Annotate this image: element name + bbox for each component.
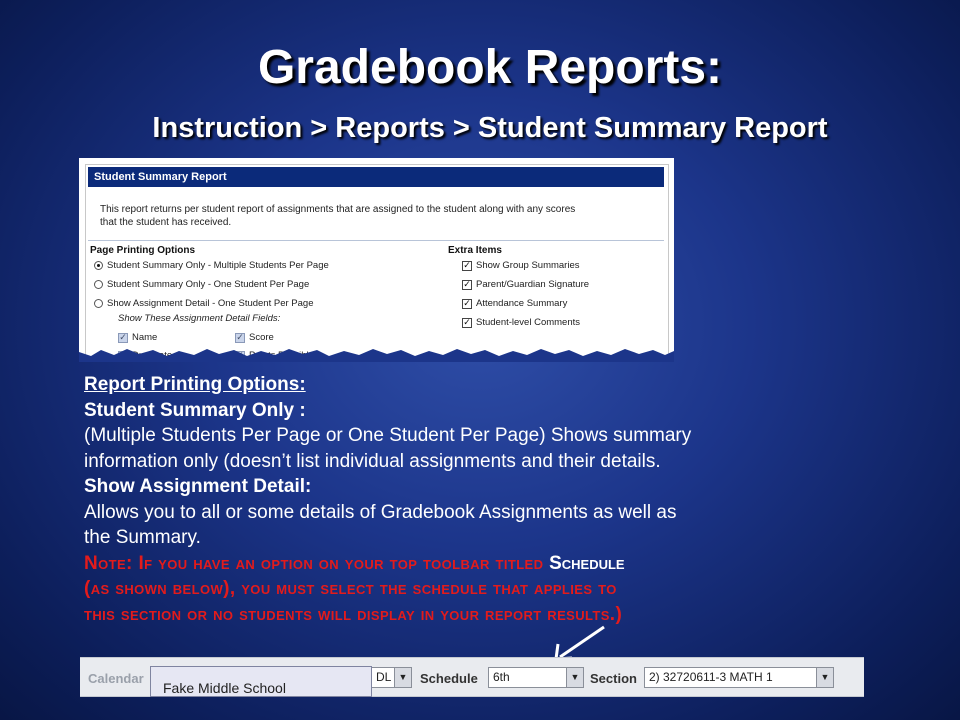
slide-subtitle: Instruction > Reports > Student Summary Report bbox=[152, 112, 828, 144]
checkbox[interactable]: ✓ bbox=[236, 332, 244, 342]
note-text: Note: If you have an option on your top toolbar titled bbox=[84, 552, 550, 574]
divider bbox=[88, 240, 664, 241]
checkbox[interactable]: ✓ bbox=[463, 260, 471, 270]
calendar-select-tail[interactable] bbox=[372, 667, 412, 688]
extra-parent-signature[interactable] bbox=[462, 279, 589, 290]
explanation-text bbox=[84, 372, 884, 627]
radio-button[interactable] bbox=[94, 261, 103, 270]
checkbox-label: Parent/Guardian Signature bbox=[476, 279, 590, 290]
radio-multiple-students[interactable] bbox=[94, 260, 329, 271]
report-screenshot-panel bbox=[79, 158, 674, 362]
radio-button[interactable] bbox=[94, 280, 103, 289]
checkbox[interactable]: ✓ bbox=[463, 298, 471, 308]
extra-attendance-summary[interactable] bbox=[462, 298, 567, 309]
detail-field-score[interactable] bbox=[235, 332, 274, 343]
radio-one-student[interactable] bbox=[94, 279, 309, 290]
section-select[interactable] bbox=[644, 667, 834, 688]
radio-label: Student Summary Only - Multiple Students Per Page bbox=[107, 260, 329, 271]
dropdown-arrow-icon[interactable]: ▼ bbox=[566, 668, 583, 687]
radio-label: Show Assignment Detail - One Student Per Page bbox=[107, 298, 314, 309]
radio-button[interactable] bbox=[94, 299, 103, 308]
calendar-school-select[interactable]: Fake Middle School bbox=[150, 666, 372, 697]
schedule-value: 6th bbox=[493, 670, 510, 684]
radio-label: Student Summary Only - One Student Per Page bbox=[107, 279, 310, 290]
note-schedule-word: Schedule bbox=[549, 552, 625, 574]
checkbox-label: Show Group Summaries bbox=[476, 260, 580, 271]
report-form bbox=[85, 164, 669, 360]
top-toolbar bbox=[80, 657, 864, 697]
checkbox-label: Student-level Comments bbox=[476, 317, 581, 328]
checkbox-label: Score bbox=[249, 332, 274, 343]
extra-student-comments[interactable] bbox=[462, 317, 580, 328]
checkbox[interactable]: ✓ bbox=[463, 317, 471, 327]
note-line: this section or no students will display in your report results.) bbox=[84, 603, 623, 625]
calendar-label: Calendar bbox=[88, 671, 144, 686]
schedule-label: Schedule bbox=[420, 671, 478, 686]
detail-field-name[interactable] bbox=[118, 332, 157, 343]
radio-assignment-detail[interactable] bbox=[94, 298, 313, 309]
section-value: 2) 32720611-3 MATH 1 bbox=[649, 670, 773, 684]
detail-fields-label: Show These Assignment Detail Fields: bbox=[118, 313, 281, 324]
note-line bbox=[84, 551, 884, 577]
detail-text-line: the Summary. bbox=[84, 527, 201, 548]
report-description bbox=[100, 203, 660, 229]
description-line: that the student has received. bbox=[100, 217, 232, 228]
report-printing-options-heading: Report Printing Options: bbox=[84, 374, 306, 395]
checkbox-label: Name bbox=[132, 332, 158, 343]
summary-only-label: Student Summary Only : bbox=[84, 399, 306, 421]
report-header: Student Summary Report bbox=[88, 167, 664, 187]
schedule-select[interactable] bbox=[488, 667, 584, 688]
page-printing-options-title: Page Printing Options bbox=[90, 245, 196, 256]
summary-text-line: (Multiple Students Per Page or One Student Per Page) Shows summary bbox=[84, 425, 692, 446]
slide-title: Gradebook Reports: bbox=[257, 41, 723, 94]
detail-text-line: Allows you to all or some details of Gradebook Assignments as well as bbox=[84, 501, 677, 523]
summary-text-line: information only (doesn’t list individual assignments and their details. bbox=[84, 450, 661, 472]
section-label: Section bbox=[590, 671, 637, 686]
note-line: (as shown below), you must select the schedule that applies to bbox=[84, 578, 617, 599]
calendar-value-tail: DL bbox=[376, 670, 392, 684]
torn-edge bbox=[79, 344, 674, 362]
description-line: This report returns per student report of assignments that are assigned to the student along with any scores bbox=[100, 204, 576, 215]
dropdown-arrow-icon[interactable]: ▼ bbox=[394, 668, 411, 687]
extra-items-title: Extra Items bbox=[448, 245, 502, 256]
extra-group-summaries[interactable] bbox=[462, 260, 579, 271]
checkbox[interactable]: ✓ bbox=[463, 279, 471, 289]
assignment-detail-label: Show Assignment Detail: bbox=[84, 476, 312, 497]
dropdown-arrow-icon[interactable]: ▼ bbox=[816, 668, 833, 687]
checkbox-label: Attendance Summary bbox=[476, 298, 568, 309]
checkbox[interactable]: ✓ bbox=[119, 332, 127, 342]
